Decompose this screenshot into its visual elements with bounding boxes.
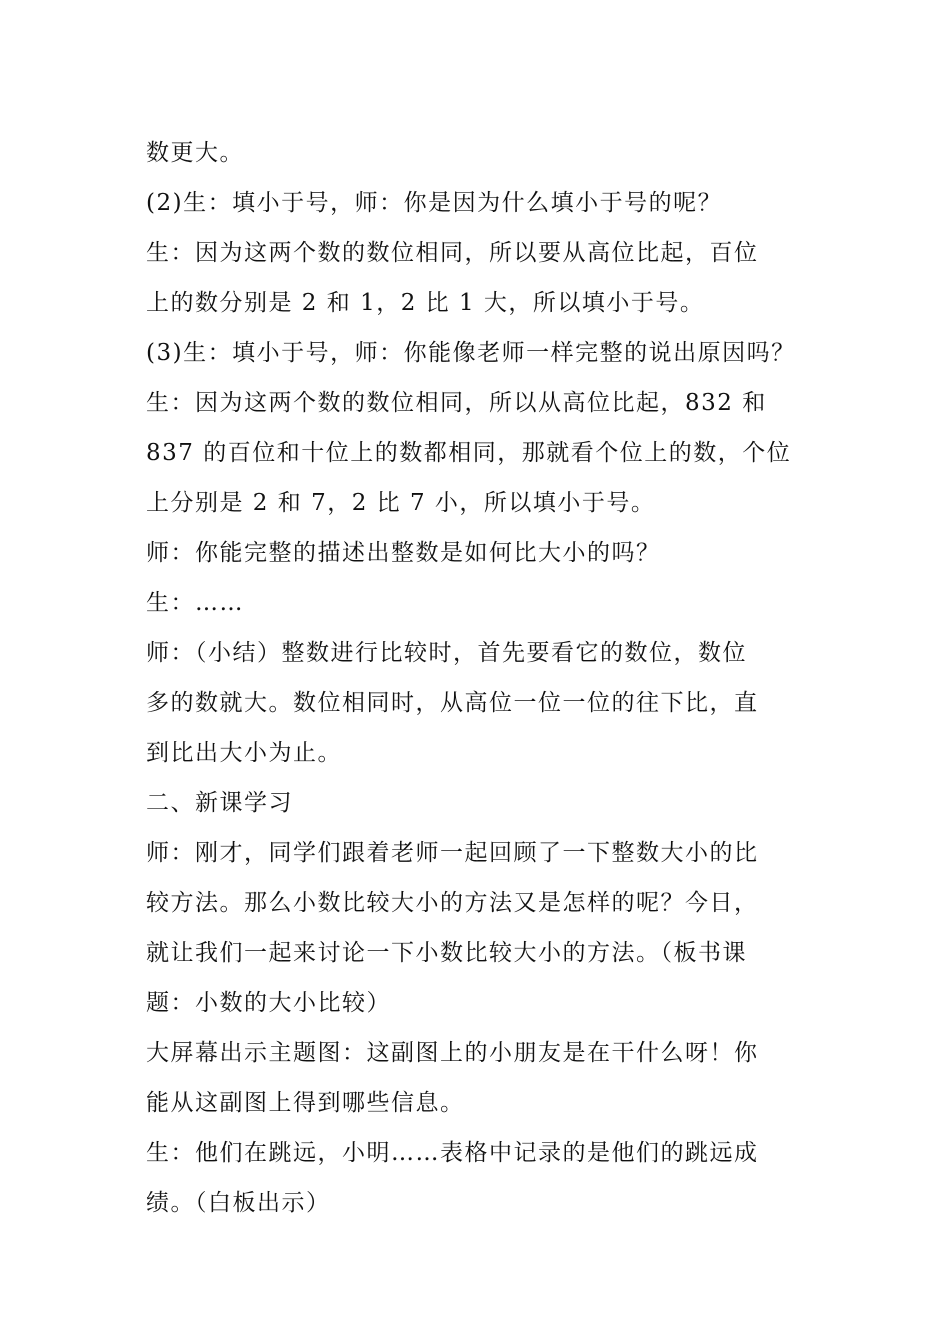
text-line: 生：因为这两个数的数位相同，所以从高位比起，832 和 [146,390,767,416]
text-line: 师：（小结）整数进行比较时，首先要看它的数位，数位 [146,640,747,666]
text-line: 多的数就大。数位相同时，从高位一位一位的往下比，直 [146,690,759,716]
text-line: 生：他们在跳远，小明……表格中记录的是他们的跳远成 [146,1140,759,1166]
text-line: 绩。（白板出示） [146,1190,331,1216]
text-line: 生：因为这两个数的数位相同，所以要从高位比起，百位 [146,240,759,266]
text-line: 837 的百位和十位上的数都相同，那就看个位上的数，个位 [146,440,792,466]
text-line: 能从这副图上得到哪些信息。 [146,1090,465,1116]
document-body [146,128,810,1228]
text-line: 题：小数的大小比较） [146,990,391,1016]
text-line: 上分别是 2 和 7，2 比 7 小，所以填小于号。 [146,490,656,516]
text-line: 生：…… [146,590,244,616]
text-line: 师：你能完整的描述出整数是如何比大小的吗？ [146,540,661,566]
text-line: (3)生：填小于号，师：你能像老师一样完整的说出原因吗？ [146,340,796,366]
section-heading: 二、新课学习 [146,790,293,816]
text-line: 就让我们一起来讨论一下小数比较大小的方法。（板书课 [146,940,747,966]
text-line: 师：刚才，同学们跟着老师一起回顾了一下整数大小的比 [146,840,759,866]
text-line: 数更大。 [146,140,244,166]
text-line: (2)生：填小于号，师：你是因为什么填小于号的呢？ [146,190,723,216]
text-line: 大屏幕出示主题图：这副图上的小朋友是在干什么呀！你 [146,1040,759,1066]
text-line: 上的数分别是 2 和 1，2 比 1 大，所以填小于号。 [146,290,705,316]
text-line: 较方法。那么小数比较大小的方法又是怎样的呢？今日， [146,890,759,916]
text-line: 到比出大小为止。 [146,740,342,766]
